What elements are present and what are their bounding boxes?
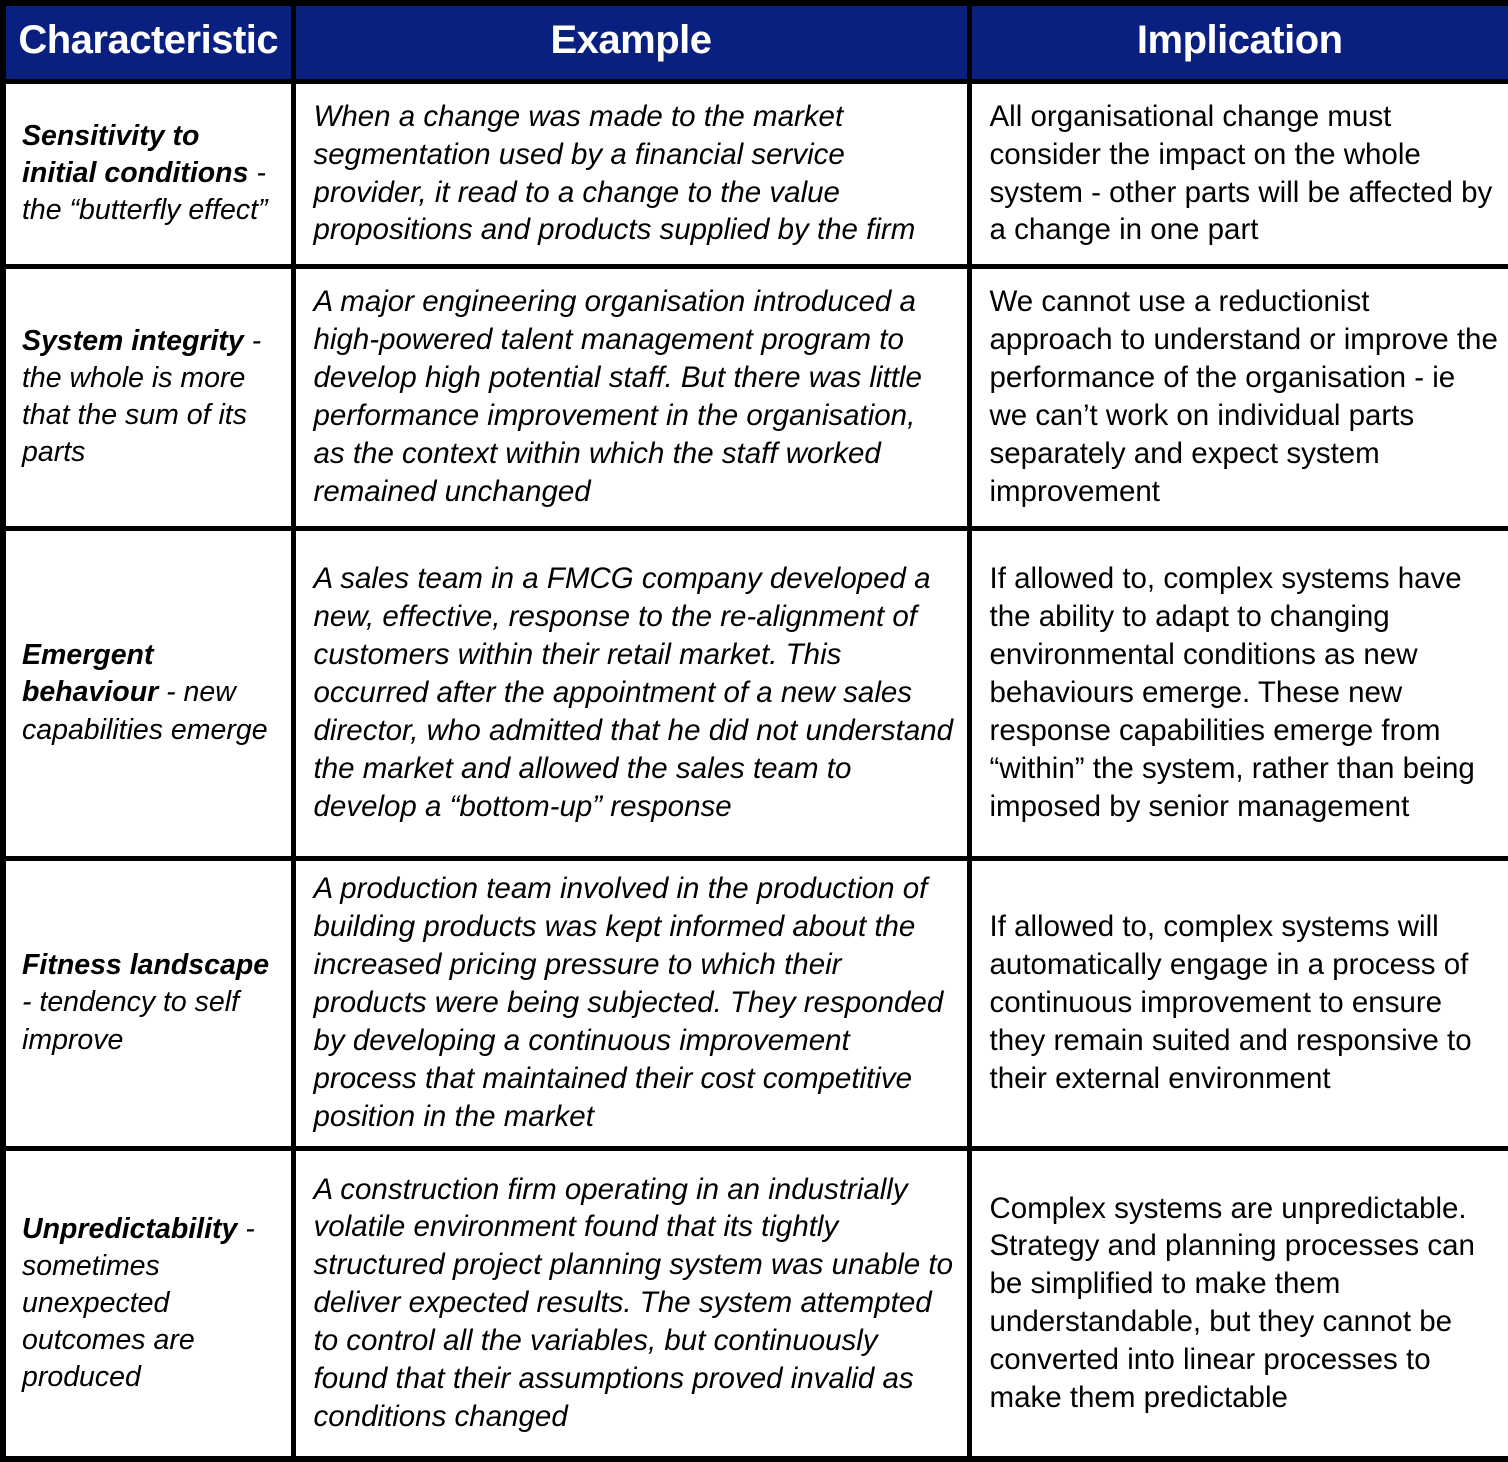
table-row	[3, 858, 1508, 1148]
cell-implication: If allowed to, complex systems will automatically engage in a process of continuous improvement to ensure they remain suited and responsive to their external environment	[969, 858, 1508, 1148]
column-header-characteristic: Characteristic	[3, 3, 293, 81]
characteristic-term: Sensitivity to initial conditions	[22, 119, 249, 189]
table-row	[3, 528, 1508, 858]
cell-example: A sales team in a FMCG company developed a new, effective, response to the re-alignment of customers within their retail market. This occurred after the appointment of a new sales director, who admitted that he did not understand the market and allowed the sales team to develop a “bottom-up” response	[293, 528, 969, 858]
column-header-example: Example	[293, 3, 969, 81]
table-header	[3, 3, 1508, 81]
table-header-row	[3, 3, 1508, 81]
cell-implication: All organisational change must consider the impact on the whole system - other parts will be affected by a change in one part	[969, 81, 1508, 266]
characteristic-description: - the whole is more that the sum of its parts	[22, 324, 262, 469]
characteristic-description: - tendency to self improve	[22, 986, 240, 1056]
characteristic-term: System integrity	[22, 324, 244, 357]
cell-implication: Complex systems are unpredictable. Strategy and planning processes can be simplified to make them understandable, but they cannot be converted into linear processes to make them predictable	[969, 1148, 1508, 1459]
table-row	[3, 266, 1508, 528]
cell-characteristic	[3, 266, 293, 528]
cell-characteristic	[3, 81, 293, 266]
cell-characteristic	[3, 858, 293, 1148]
characteristic-description: - the “butterfly effect”	[22, 156, 268, 227]
characteristic-term: Emergent behaviour	[22, 639, 159, 709]
cell-characteristic	[3, 528, 293, 858]
table-row	[3, 81, 1508, 266]
cell-implication: We cannot use a reductionist approach to understand or improve the performance of the organisation - ie we can’t work on individual parts separately and expect system improvement	[969, 266, 1508, 528]
characteristic-description: - new capabilities emerge	[22, 676, 268, 746]
characteristic-description: - sometimes unexpected outcomes are produced	[22, 1212, 255, 1393]
table-body	[3, 81, 1508, 1459]
cell-example: A construction firm operating in an industrially volatile environment found that its tightly structured project planning system was unable to deliver expected results. The system attempted to control all the variables, but continuously found that their assumptions proved invalid as conditions changed	[293, 1148, 969, 1459]
table-row	[3, 1148, 1508, 1459]
cell-implication: If allowed to, complex systems have the ability to adapt to changing environmental conditions as new behaviours emerge. These new response capabilities emerge from “within” the system, rather than being imposed by senior management	[969, 528, 1508, 858]
cell-example: A production team involved in the production of building products was kept informed about the increased pricing pressure to which their products were being subjected. They responded by developing a continuous improvement process that maintained their cost competitive position in the market	[293, 858, 969, 1148]
cell-example: When a change was made to the market segmentation used by a financial service provider, it read to a change to the value propositions and products supplied by the firm	[293, 81, 969, 266]
characteristic-term: Unpredictability	[22, 1212, 238, 1245]
cell-characteristic	[3, 1148, 293, 1459]
characteristic-term: Fitness landscape	[22, 949, 270, 982]
column-header-implication: Implication	[969, 3, 1508, 81]
cell-example: A major engineering organisation introduced a high-powered talent management program to develop high potential staff. But there was little performance improvement in the organisation, as the context within which the staff worked remained unchanged	[293, 266, 969, 528]
